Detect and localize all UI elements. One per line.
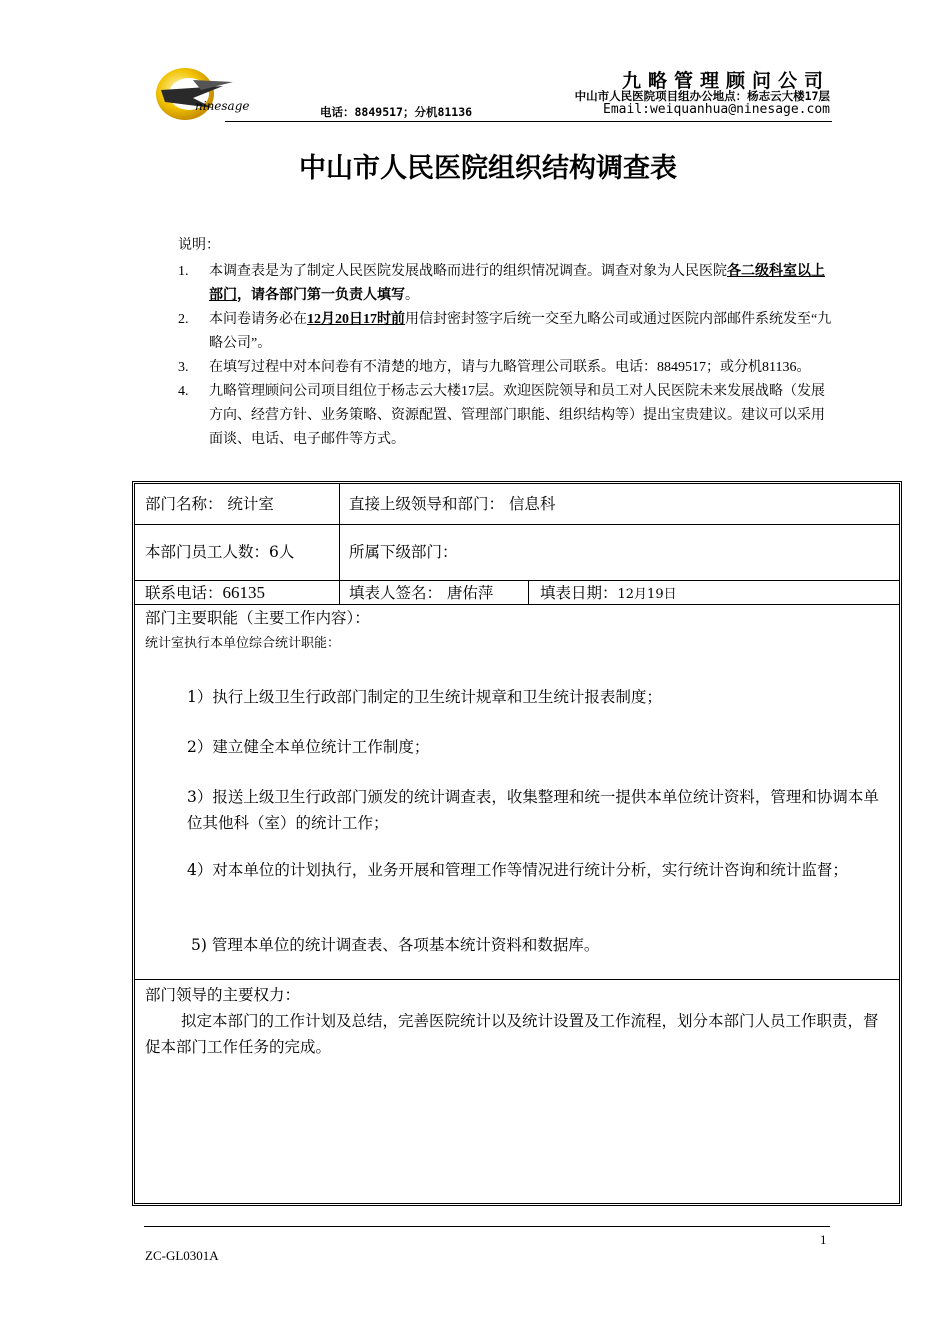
footer-divider xyxy=(144,1226,830,1227)
logo-wordmark: ninesage xyxy=(195,99,250,113)
superior-field[interactable]: 直接上级领导和部门： 信息科 xyxy=(349,495,556,513)
duty-item[interactable]: 1）执行上级卫生行政部门制定的卫生统计规章和卫生统计报表制度； xyxy=(187,688,662,706)
instructions-label: 说明： xyxy=(178,238,220,253)
column-divider xyxy=(528,580,529,604)
instruction-item: 3. 在填写过程中对本问卷有不清楚的地方，请与九略管理公司联系。电话：8849517；或分机81136。 xyxy=(178,360,811,375)
powers-text[interactable]: 拟定本部门的工作计划及总结，完善医院统计以及统计设置及工作流程，划分本部门人员工作职责，督促本部门工作任务的完成。 xyxy=(145,1012,879,1056)
row-divider xyxy=(135,604,899,605)
date-field[interactable]: 填表日期：12月19日 xyxy=(540,584,677,602)
duties-label: 部门主要职能（主要工作内容）： xyxy=(145,609,370,627)
header-divider xyxy=(225,121,832,122)
row-divider xyxy=(135,580,899,581)
instruction-item: 2. 本问卷请务必在12月20日17时前用信封密封签字后统一交至九略公司或通过医院内部邮件系统发至“九略公司”。 xyxy=(178,312,832,351)
page-title: 中山市人民医院组织结构调查表 xyxy=(299,153,677,184)
duty-item[interactable]: 3）报送上级卫生行政部门颁发的统计调查表，收集整理和统一提供本单位统计资料，管理和协调本单位其他科（室）的统计工作； xyxy=(187,788,879,832)
duties-intro[interactable]: 统计室执行本单位综合统计职能： xyxy=(145,636,341,651)
duty-item[interactable]: 5) 管理本单位的统计调查表、各项基本统计资料和数据库。 xyxy=(191,936,600,954)
duty-item[interactable]: 2）建立健全本单位统计工作制度； xyxy=(187,738,430,756)
page-number: 1 xyxy=(820,1232,827,1247)
document-code: ZC-GL0301A xyxy=(145,1248,219,1263)
instructions xyxy=(178,234,838,452)
office-location: 中山市人民医院项目组办公地点：杨志云大楼17层 xyxy=(574,89,830,103)
row-divider xyxy=(135,979,899,980)
header-email[interactable]: Email:weiquanhua@ninesage.com xyxy=(603,102,830,117)
instruction-item: 1. 本调查表是为了制定人民医院发展战略而进行的组织情况调查。调查对象为人民医院各二级科室以上部门，请各部门第一负责人填写。 xyxy=(178,264,825,303)
contact-field[interactable]: 联系电话：66135 xyxy=(145,583,266,602)
instruction-item: 4. 九略管理顾问公司项目组位于杨志云大楼17层。欢迎医院领导和员工对人民医院未来发展战略（发展方向、经营方针、业务策略、资源配置、管理部门职能、组织结构等）提出宝贵建议。建议可以采用面谈、电话、电子邮件等方式。 xyxy=(178,384,825,447)
signer-field[interactable]: 填表人签名： 唐佑萍 xyxy=(349,584,494,602)
column-divider xyxy=(339,484,340,604)
dept-name-field[interactable]: 部门名称： 统计室 xyxy=(145,495,274,513)
subordinate-field[interactable]: 所属下级部门： xyxy=(349,543,458,561)
row-divider xyxy=(135,524,899,525)
duty-item[interactable]: 4）对本单位的计划执行，业务开展和管理工作等情况进行统计分析，实行统计咨询和统计监督； xyxy=(187,861,848,879)
company-name: 九略管理顾问公司 xyxy=(621,70,830,92)
header-phone: 电话：8849517；分机81136 xyxy=(320,105,473,119)
staff-count-field[interactable]: 本部门员工人数：6人 xyxy=(145,543,295,561)
powers-label: 部门领导的主要权力： xyxy=(145,986,301,1004)
company-logo xyxy=(153,60,263,126)
survey-form xyxy=(132,481,902,1206)
